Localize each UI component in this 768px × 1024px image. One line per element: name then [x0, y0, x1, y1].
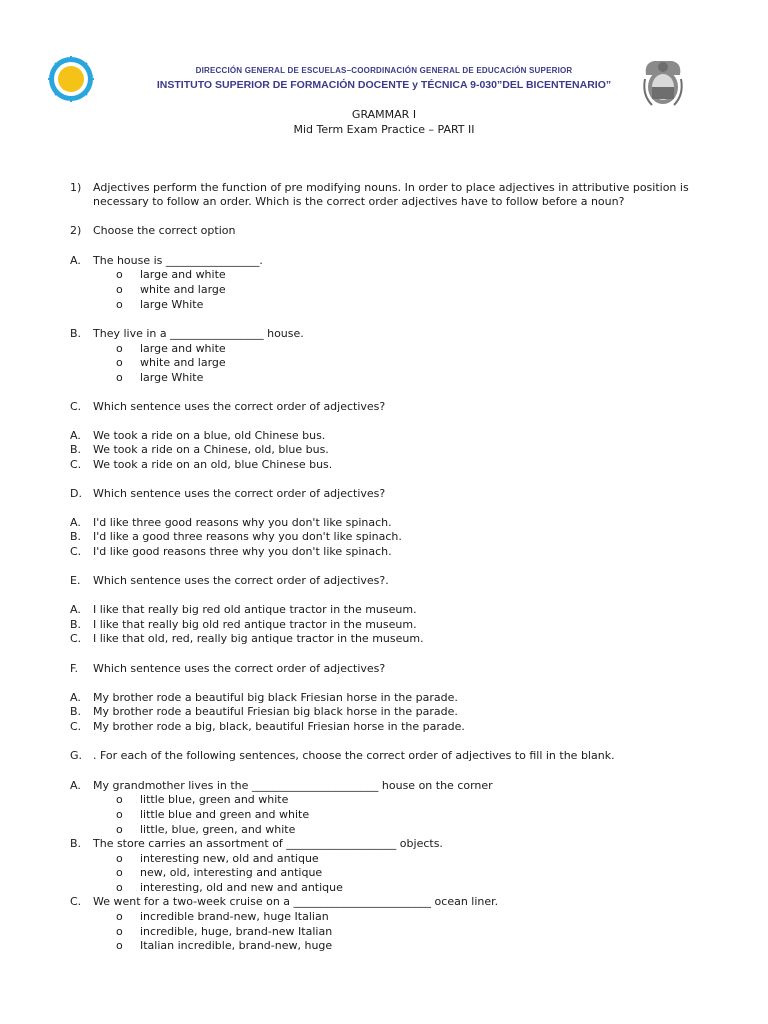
- qF-answer-marker: A.: [70, 691, 81, 704]
- qE-marker: E.: [70, 574, 81, 587]
- qC-text: Which sentence uses the correct order of adjectives?: [93, 400, 386, 413]
- qC-answer: We took a ride on an old, blue Chinese bus.: [93, 458, 333, 471]
- qG-option: new, old, interesting and antique: [140, 866, 323, 879]
- qG-option: little blue and green and white: [140, 808, 310, 821]
- qF-answer: My brother rode a beautiful Friesian big black horse in the parade.: [93, 705, 458, 718]
- qG-option: interesting, old and new and antique: [140, 881, 343, 894]
- q1-text-line-1: Adjectives perform the function of pre modifying nouns. In order to place adjectives in attributive position is: [93, 181, 689, 194]
- q2-text: Choose the correct option: [93, 224, 236, 237]
- qG-option: little, blue, green, and white: [140, 823, 296, 836]
- qA-text: The house is _________________.: [93, 254, 263, 267]
- bullet-icon: o: [116, 808, 123, 821]
- qE-answer-marker: C.: [70, 632, 82, 645]
- qE-text: Which sentence uses the correct order of adjectives?.: [93, 574, 389, 587]
- q1-text-line-2: necessary to follow an order. Which is the correct order adjectives have to follow before a noun?: [93, 195, 625, 208]
- qE-answer-marker: A.: [70, 603, 81, 616]
- qD-answer: I'd like a good three reasons why you don't like spinach.: [93, 530, 402, 543]
- qB-option: white and large: [140, 356, 226, 369]
- qE-answer: I like that really big old red antique tractor in the museum.: [93, 618, 417, 631]
- qD-answer-marker: C.: [70, 545, 82, 558]
- bullet-icon: o: [116, 283, 123, 296]
- qF-answer-marker: B.: [70, 705, 82, 718]
- qD-answer-marker: B.: [70, 530, 82, 543]
- qG-item-marker: A.: [70, 779, 81, 792]
- qG-item-marker: C.: [70, 895, 82, 908]
- qF-text: Which sentence uses the correct order of adjectives?: [93, 662, 386, 675]
- qB-marker: B.: [70, 327, 82, 340]
- qC-answer-marker: B.: [70, 443, 82, 456]
- qA-option: large White: [140, 298, 204, 311]
- qD-answer: I'd like good reasons three why you don't like spinach.: [93, 545, 392, 558]
- qG-item-text: The store carries an assortment of ____________________ objects.: [93, 837, 443, 850]
- qD-text: Which sentence uses the correct order of adjectives?: [93, 487, 386, 500]
- qG-option: incredible, huge, brand-new Italian: [140, 925, 333, 938]
- qF-answer-marker: C.: [70, 720, 82, 733]
- q2-marker: 2): [70, 224, 82, 237]
- qA-marker: A.: [70, 254, 81, 267]
- qG-item-text: My grandmother lives in the _______________________ house on the corner: [93, 779, 493, 792]
- qG-option: Italian incredible, brand-new, huge: [140, 939, 333, 952]
- qG-option: little blue, green and white: [140, 793, 289, 806]
- qG-marker: G.: [70, 749, 83, 762]
- qG-item-marker: B.: [70, 837, 82, 850]
- bullet-icon: o: [116, 852, 123, 865]
- qC-marker: C.: [70, 400, 82, 413]
- qF-answer: My brother rode a big, black, beautiful Friesian horse in the parade.: [93, 720, 465, 733]
- qB-text: They live in a _________________ house.: [93, 327, 304, 340]
- qB-option: large and white: [140, 342, 226, 355]
- bullet-icon: o: [116, 298, 123, 311]
- qD-marker: D.: [70, 487, 82, 500]
- qB-option: large White: [140, 371, 204, 384]
- bullet-icon: o: [116, 925, 123, 938]
- bullet-icon: o: [116, 371, 123, 384]
- qC-answer-marker: A.: [70, 429, 81, 442]
- qE-answer: I like that really big red old antique tractor in the museum.: [93, 603, 417, 616]
- qC-answer: We took a ride on a blue, old Chinese bus.: [93, 429, 326, 442]
- bullet-icon: o: [116, 939, 123, 952]
- qG-text: . For each of the following sentences, choose the correct order of adjectives to fill in the blank.: [93, 749, 615, 762]
- qF-answer: My brother rode a beautiful big black Friesian horse in the parade.: [93, 691, 458, 704]
- header-directorate: DIRECCIÓN GENERAL DE ESCUELAS–COORDINACIÓN GENERAL DE EDUCACIÓN SUPERIOR: [195, 66, 573, 75]
- qD-answer-marker: A.: [70, 516, 81, 529]
- bullet-icon: o: [116, 910, 123, 923]
- qA-option: white and large: [140, 283, 226, 296]
- q1-marker: 1): [70, 181, 82, 194]
- header-institute: INSTITUTO SUPERIOR DE FORMACIÓN DOCENTE y TÉCNICA 9-030”DEL BICENTENARIO”: [156, 79, 612, 91]
- qG-option: incredible brand-new, huge Italian: [140, 910, 329, 923]
- qG-option: interesting new, old and antique: [140, 852, 319, 865]
- bullet-icon: o: [116, 881, 123, 894]
- qF-marker: F.: [70, 662, 79, 675]
- bullet-icon: o: [116, 793, 123, 806]
- bullet-icon: o: [116, 356, 123, 369]
- qD-answer: I'd like three good reasons why you don't like spinach.: [93, 516, 392, 529]
- qE-answer-marker: B.: [70, 618, 82, 631]
- qC-answer: We took a ride on a Chinese, old, blue bus.: [93, 443, 329, 456]
- bullet-icon: o: [116, 342, 123, 355]
- qA-option: large and white: [140, 268, 226, 281]
- page-subtitle: Mid Term Exam Practice – PART II: [293, 123, 475, 136]
- page-title: GRAMMAR I: [351, 108, 417, 121]
- bullet-icon: o: [116, 866, 123, 879]
- bullet-icon: o: [116, 823, 123, 836]
- qC-answer-marker: C.: [70, 458, 82, 471]
- qG-item-text: We went for a two-week cruise on a _________________________ ocean liner.: [93, 895, 499, 908]
- qE-answer: I like that old, red, really big antique tractor in the museum.: [93, 632, 424, 645]
- bullet-icon: o: [116, 268, 123, 281]
